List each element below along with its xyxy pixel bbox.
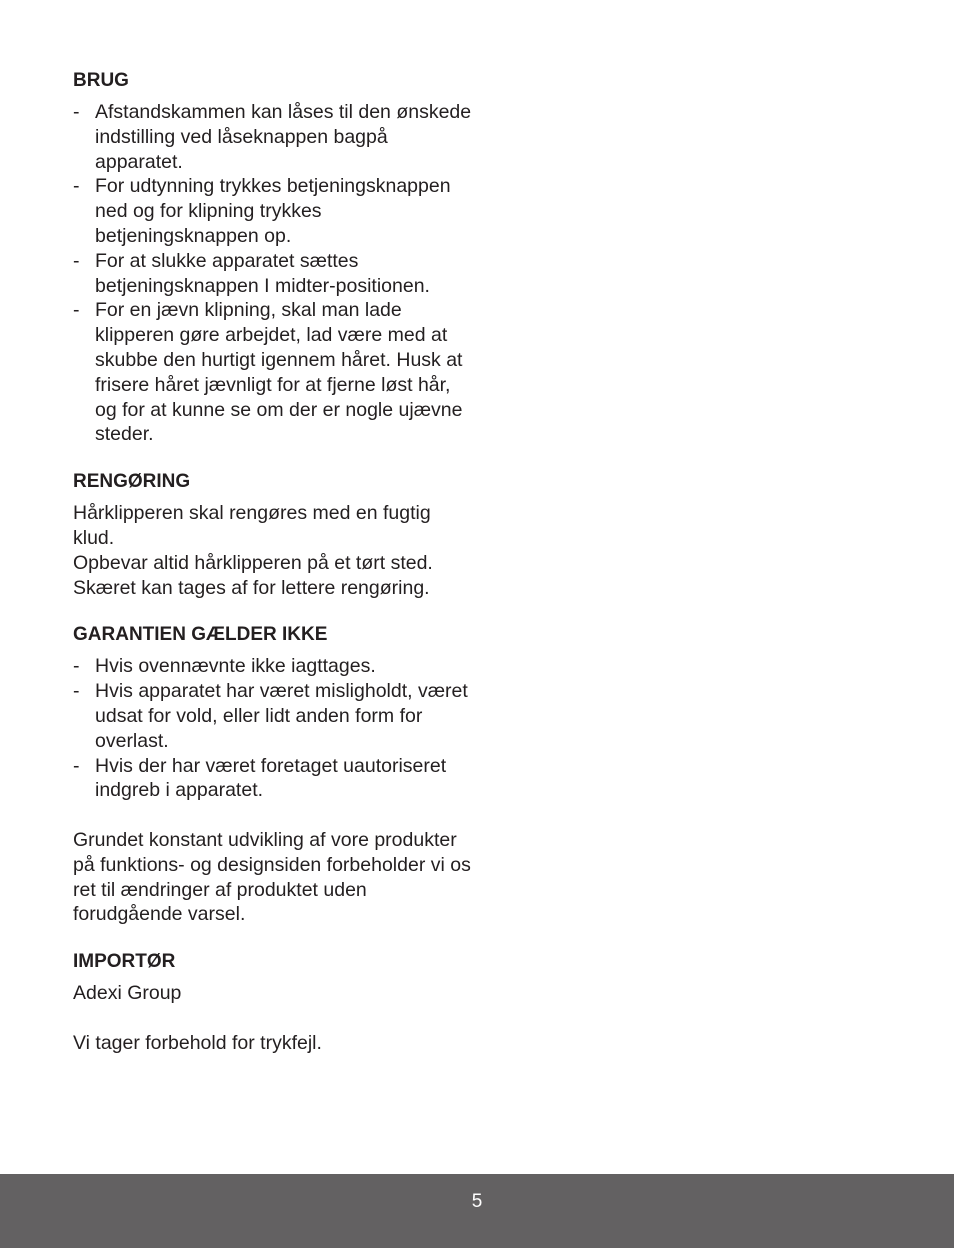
list-marker: -	[73, 680, 80, 703]
rengoring-paragraph-1: Hårklipperen skal rengøres med en fugtig klud.	[73, 502, 431, 549]
list-marker: -	[73, 101, 80, 123]
list-item	[73, 100, 473, 174]
list-item	[73, 249, 473, 299]
rengoring-paragraph-2: Opbevar altid hårklipperen på et tørt sted.	[73, 551, 433, 574]
list-marker: -	[73, 249, 80, 272]
garanti-list	[73, 654, 473, 803]
list-item-text: Hvis der har været foretaget uautoriseret indgreb i apparatet.	[95, 754, 447, 802]
list-marker: -	[73, 299, 80, 322]
list-marker: -	[73, 754, 80, 777]
section-heading-rengoring: RENGØRING	[73, 471, 191, 493]
brug-list	[73, 100, 473, 447]
importer-company: Adexi Group	[73, 982, 182, 1005]
list-item-text: Hvis ovennævnte ikke iagttages.	[95, 655, 376, 678]
document-body	[73, 68, 473, 1056]
list-item-text: For at slukke apparatet sættes betjeningsknappen I midter-positionen.	[95, 249, 430, 297]
list-item	[73, 174, 473, 248]
garanti-closing-paragraph: Grundet konstant udvikling af vore produkter på funktions- og designsiden forbeholder vi os ret til ændringer af produktet uden forudgående varsel.	[73, 828, 471, 926]
list-item-text: Hvis apparatet har været misligholdt, været udsat for vold, eller lidt anden form for overlast.	[95, 680, 468, 752]
list-marker: -	[73, 655, 80, 678]
page-footer	[0, 1174, 954, 1248]
section-heading-garanti: GARANTIEN GÆLDER IKKE	[73, 624, 328, 646]
section-heading-importor: IMPORTØR	[73, 951, 176, 973]
list-item-text: For udtynning trykkes betjeningsknappen ned og for klipning trykkes betjeningsknappen op.	[95, 175, 451, 247]
print-disclaimer: Vi tager forbehold for trykfejl.	[73, 1031, 322, 1054]
section-heading-brug: BRUG	[73, 70, 129, 91]
list-item-text: For en jævn klipning, skal man lade klipperen gøre arbejdet, lad være med at skubbe den hurtigt igennem håret. Husk at frisere håret jævnligt for at fjerne løst hår, og for at kunne se om der er nogle ujævne steder.	[95, 299, 463, 446]
list-marker: -	[73, 175, 80, 198]
rengoring-paragraph-3: Skæret kan tages af for lettere rengøring.	[73, 576, 430, 599]
list-item	[73, 654, 473, 679]
list-item	[73, 754, 473, 804]
list-item-text: Afstandskammen kan låses til den ønskede indstilling ved låseknappen bagpå apparatet.	[95, 101, 472, 173]
list-item	[73, 679, 473, 753]
list-item	[73, 298, 473, 447]
page-number: 5	[471, 1191, 483, 1212]
